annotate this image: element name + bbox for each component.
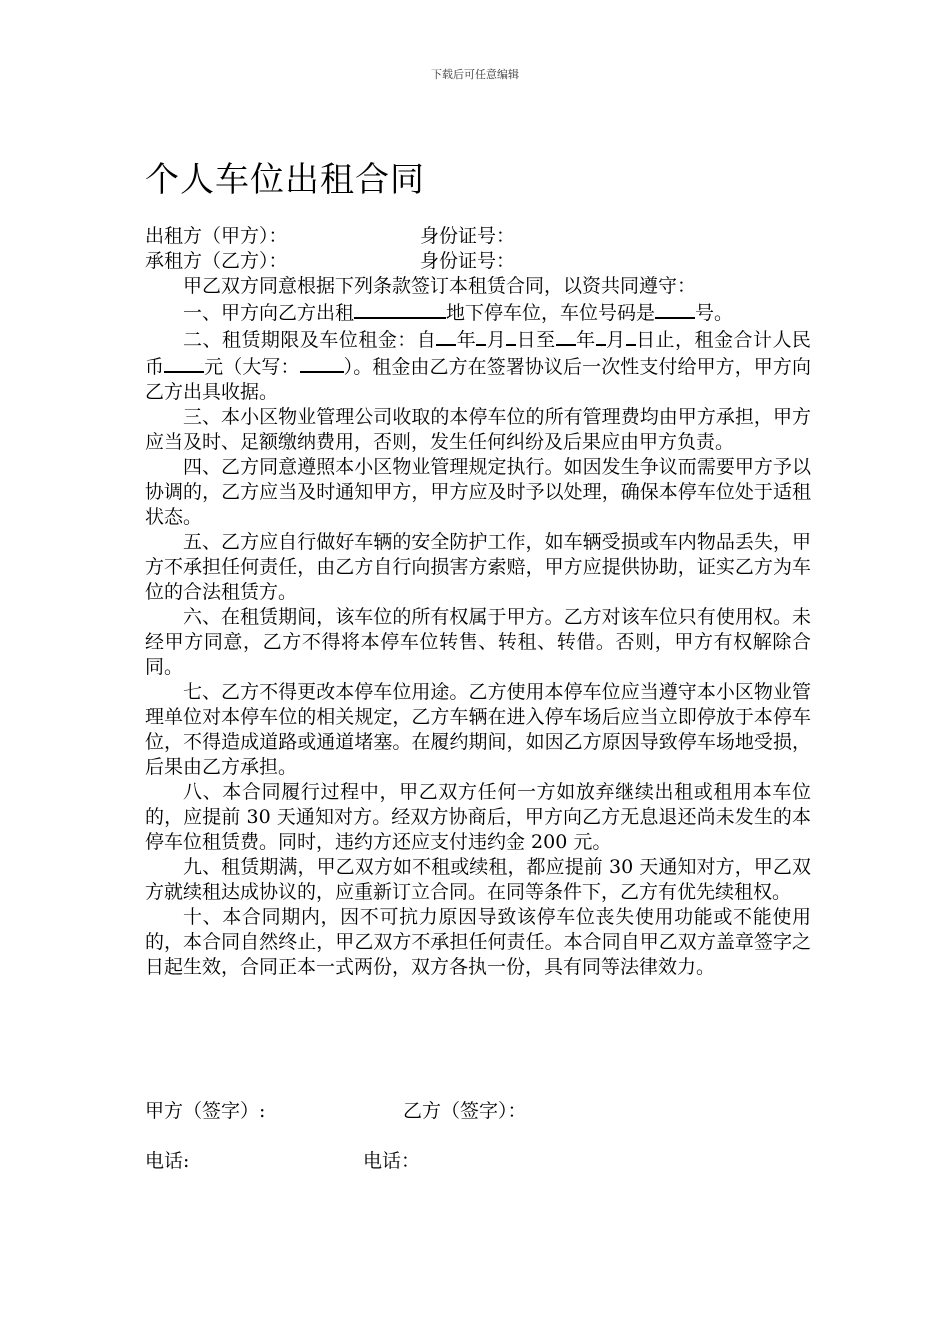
clause-8: 八、本合同履行过程中，甲乙双方任何一方如放弃继续出租或租用本车位的，应提前 30 天通知对方。经双方协商后，甲方向乙方无息退还尚未发生的本停车位租赁费。同时，违约方还应支付违约金 200 元。: [145, 781, 811, 853]
clause-2-text-g: 日止，租金合计人民币: [145, 329, 811, 378]
rent-amount-words-blank: [300, 353, 344, 373]
party-a-signature-label: 甲方（签字）:: [145, 1100, 266, 1122]
clause-1-text-a: 一、甲方向乙方出租: [183, 302, 355, 324]
lessor-line: [145, 224, 811, 249]
signature-line: [145, 1096, 527, 1123]
start-day-blank: [506, 326, 516, 346]
lessee-label: 承租方（乙方）：: [145, 250, 288, 272]
party-b-phone-label: 电话：: [363, 1150, 421, 1172]
page-title: 个人车位出租合同: [145, 160, 425, 200]
end-year-blank: [556, 326, 576, 346]
contract-body: [145, 224, 811, 980]
clause-6: 六、在租赁期间，该车位的所有权属于甲方。乙方对该车位只有使用权。未经甲方同意，乙方不得将本停车位转售、转租、转借。否则，甲方有权解除合同。: [145, 606, 811, 678]
parking-number-blank: [655, 299, 695, 319]
clause-4: 四、乙方同意遵照本小区物业管理规定执行。如因发生争议而需要甲方予以协调的，乙方应当及时通知甲方，甲方应及时予以处理，确保本停车位处于适租状态。: [145, 456, 811, 528]
clause-5: 五、乙方应自行做好车辆的安全防护工作，如车辆受损或车内物品丢失，甲方不承担任何责任，由乙方自行向损害方索赔，甲方应提供协助，证实乙方为车位的合法租赁方。: [145, 531, 811, 603]
intro-paragraph: 甲乙双方同意根据下列条款签订本租赁合同，以资共同遵守：: [183, 275, 697, 297]
clause-2: [145, 326, 811, 405]
start-month-blank: [476, 326, 486, 346]
parking-location-blank: [354, 299, 446, 319]
lessee-id-label: 身份证号：: [420, 250, 516, 272]
clause-9: 九、租赁期满，甲乙双方如不租或续租，都应提前 30 天通知对方，甲乙双方就续租达成协议的，应重新订立合同。在同等条件下，乙方有优先续租权。: [145, 856, 811, 903]
phone-line: [145, 1146, 421, 1173]
rent-amount-blank: [164, 353, 204, 373]
party-b-signature-label: 乙方（签字）：: [403, 1100, 527, 1122]
clause-2-text-c: 月: [486, 329, 507, 351]
clause-7: 七、乙方不得更改本停车位用途。乙方使用本停车位应当遵守本小区物业管理单位对本停车位的相关规定，乙方车辆在进入停车场后应当立即停放于本停车位，不得造成道路或通道堵塞。在履约期间，如因乙方原因导致停车场地受损，后果由乙方承担。: [145, 681, 811, 778]
clause-1-text-b: 地下停车位，车位号码是: [446, 302, 656, 324]
clause-3: 三、本小区物业管理公司收取的本停车位的所有管理费均由甲方承担，甲方应当及时、足额缴纳费用，否则，发生任何纠纷及后果应由甲方负责。: [145, 406, 811, 453]
clause-2-text-i: ）。租金由乙方在签署协议后一次性支付给甲方，甲方向乙方出具收据。: [145, 356, 811, 403]
end-month-blank: [596, 326, 606, 346]
clause-2-text-f: 月: [605, 329, 626, 351]
lessor-label: 出租方（甲方）：: [145, 225, 288, 247]
clause-2-text-e: 年: [575, 329, 596, 351]
start-year-blank: [436, 326, 456, 346]
clause-2-text-d: 日至: [516, 329, 556, 351]
end-day-blank: [626, 326, 636, 346]
lessor-id-label: 身份证号：: [420, 225, 516, 247]
clause-1-text-c: 号。: [695, 302, 734, 324]
clause-2-text-h: 元（大写：: [204, 356, 300, 378]
clause-2-text-b: 年: [456, 329, 477, 351]
clause-1: [145, 299, 811, 326]
party-a-phone-label: 电话:: [145, 1150, 190, 1172]
clause-2-text-a: 二、租赁期限及车位租金：自: [183, 329, 437, 351]
page-header-note: 下载后可任意编辑: [431, 68, 519, 81]
clause-10: 十、本合同期内，因不可抗力原因导致该停车位丧失使用功能或不能使用的，本合同自然终止，甲乙双方不承担任何责任。本合同自甲乙双方盖章签字之日起生效，合同正本一式两份，双方各执一份，具有同等法律效力。: [145, 906, 811, 978]
lessee-line: [145, 249, 811, 274]
